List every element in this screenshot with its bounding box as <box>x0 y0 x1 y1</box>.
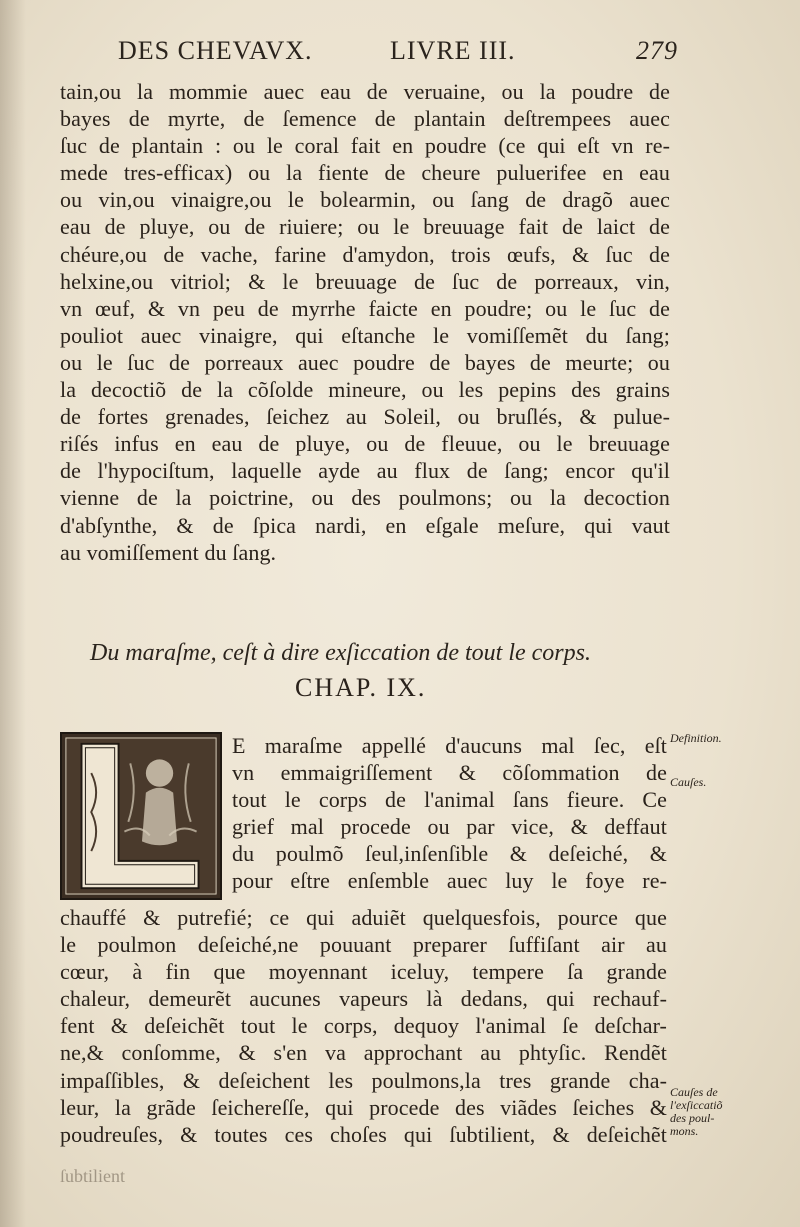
body-line: ne,& conſomme, & s'en va approchant au phtyſic. Rendẽt <box>60 1040 667 1066</box>
body-line: chauffé & putrefié; ce qui aduiẽt quelquesfois, pource que <box>60 905 667 930</box>
body-line: pouliot auec vinaigre, qui eſtanche le vomiſſemẽt du ſang; <box>60 322 670 348</box>
chapter-heading: CHAP. IX. <box>295 673 427 702</box>
chapter-opening-text <box>232 732 667 895</box>
body-text-block <box>60 78 670 566</box>
body-line: vn emmaigriſſement & cõſommation de <box>232 760 667 786</box>
body-line: bayes de myrte, de ſemence de plantain deſtrempees auec <box>60 106 670 132</box>
body-line: le poulmon deſeiché,ne pouuant preparer ſuffiſant air au <box>60 932 667 958</box>
body-line: ou vin,ou vinaigre,ou le bolearmin, ou ſang de dragõ auec <box>60 187 670 213</box>
margin-note-line: l'exſiccatiõ <box>670 1098 723 1112</box>
margin-note-line: des poul- <box>670 1111 715 1125</box>
woodcut-ornament-icon <box>62 734 220 898</box>
body-line: pour eſtre enſemble auec luy le foye re- <box>232 868 667 894</box>
body-line: grief mal procede ou par vice, & deffaut <box>232 814 667 840</box>
body-line: riſés infus en eau de pluye, ou de fleuue, ou le breuuage <box>60 431 670 457</box>
body-line: d'abſynthe, & de ſpica nardi, en eſgale meſure, qui vaut <box>60 512 670 538</box>
body-line: ou le ſuc de porreaux auec poudre de bayes de meurte; ou <box>60 349 670 375</box>
margin-note-causes-exsiccation <box>670 1086 770 1138</box>
body-line: vienne de la poictrine, ou des poulmons; ou la decoction <box>60 485 670 511</box>
body-line: tain,ou la mommie auec eau de veruaine, ou la poudre de <box>60 79 670 104</box>
body-line: eau de pluye, ou de riuiere; ou le breuuage fait de laict de <box>60 214 670 240</box>
chapter-body-text <box>60 904 667 1148</box>
margin-note-line: Cauſes de <box>670 1085 718 1099</box>
body-line: chaleur, demeurẽt aucunes vapeurs là dedans, qui rechauf- <box>60 986 667 1012</box>
body-line: leur, la grãde ſeichereſſe, qui procede des viãdes ſeiches & <box>60 1094 667 1120</box>
body-line: la decoctiõ de la cõſolde mineure, ou les pepins des grains <box>60 377 670 403</box>
body-line: du poulmõ ſeul,inſenſible & deſeiché, & <box>232 841 667 867</box>
section-title: Du maraſme, ceſt à dire exſiccation de tout le corps. <box>90 640 591 666</box>
body-line: helxine,ou vitriol; & le breuuage de ſuc de porreaux, vin, <box>60 268 670 294</box>
margin-note-causes: Cauſes. <box>670 775 707 789</box>
body-line: de l'hypociſtum, laquelle ayde au flux de ſang; encor qu'il <box>60 458 670 484</box>
margin-note-definition: Definition. <box>670 731 722 745</box>
decorated-initial-l-woodcut <box>60 732 222 900</box>
catchword: ſubtilient <box>60 1166 125 1186</box>
body-line: mede tres-efficax) ou la fiente de cheure puluerifee en eau <box>60 160 670 186</box>
body-line: poudreuſes, & toutes ces choſes qui ſubtilient, & deſeichẽt <box>60 1121 667 1147</box>
body-line: impaſſibles, & deſeichent les poulmons,la tres grande cha- <box>60 1067 667 1093</box>
header-left: DES CHEVAVX. <box>118 36 313 65</box>
body-line: chéure,ou de vache, farine d'amydon, trois œufs, & ſuc de <box>60 241 670 267</box>
page-number: 279 <box>636 36 678 65</box>
body-line: vn œuf, & vn peu de myrrhe faicte en poudre; ou le ſuc de <box>60 295 670 321</box>
body-line: ſuc de plantain : ou le coral fait en poudre (ce qui eſt vn re- <box>60 133 670 159</box>
body-line: E maraſme appellé d'aucuns mal ſec, eſt <box>232 733 667 758</box>
body-line: au vomiſſement du ſang. <box>60 539 277 565</box>
body-line: de fortes grenades, ſeichez au Soleil, ou bruſlés, & pulue- <box>60 404 670 430</box>
body-line: cœur, à fin que moyennant iceluy, tempere ſa grande <box>60 959 667 985</box>
body-line: fent & deſeichẽt tout le corps, dequoy l'animal ſe deſchar- <box>60 1013 667 1039</box>
running-header <box>118 36 678 72</box>
header-middle: LIVRE III. <box>390 36 516 65</box>
body-line: tout le corps de l'animal ſans fieure. Ce <box>232 787 667 813</box>
margin-note-line: mons. <box>670 1124 699 1138</box>
page-gutter-shadow <box>0 0 26 1227</box>
